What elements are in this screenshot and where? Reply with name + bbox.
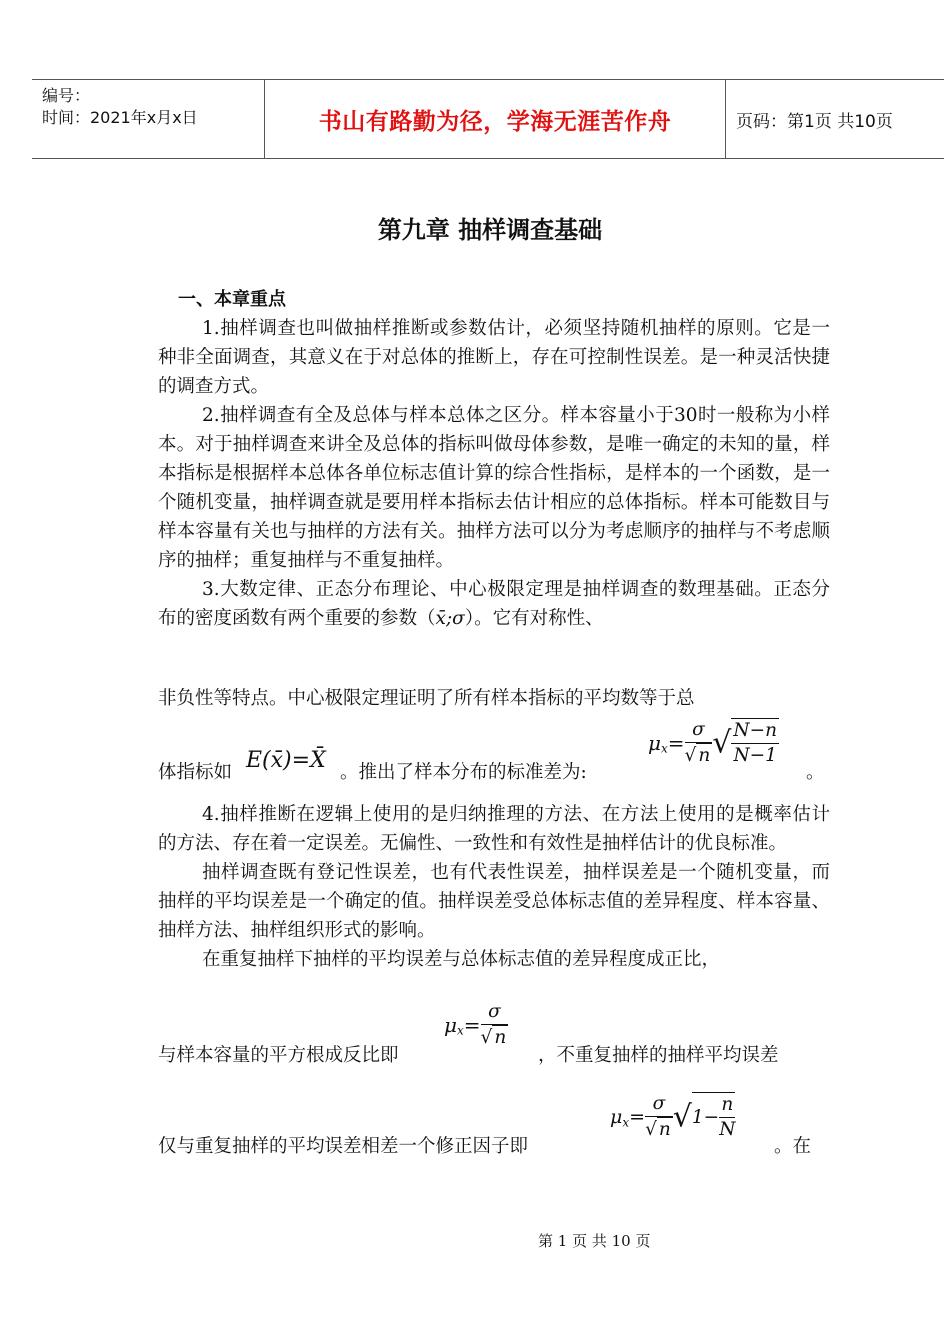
header-table bbox=[32, 79, 944, 159]
sigma-2: σ bbox=[481, 1000, 509, 1025]
header-left-cell bbox=[32, 80, 265, 158]
n-2: n bbox=[494, 1027, 507, 1048]
sigma-over-sqrt-n: $\frac{\sigma}{√ n}$ bbox=[684, 719, 711, 766]
paragraph-6: 在重复抽样下抽样的平均误差与总体标志值的差异程度成正比， bbox=[202, 949, 721, 970]
paragraph-3-line-2: 非负性等特点。中心极限定理证明了所有样本指标的平均数等于总 bbox=[158, 688, 695, 709]
number-label: 编号： bbox=[42, 86, 91, 105]
header-motto-cell bbox=[265, 80, 726, 158]
paragraph-4: 4.抽样推断在逻辑上使用的是归纳推理的方法、在方法上使用的是概率估计的方法、存在着一定误差。无偏性、一致性和有效性是抽样估计的优良标准。 bbox=[158, 804, 830, 854]
normal-params: x̄;σ bbox=[435, 608, 465, 629]
n-4: n bbox=[719, 1093, 735, 1118]
N-minus-n: N−n bbox=[731, 719, 779, 744]
document-body bbox=[158, 285, 830, 633]
motto-text: 书山有路勤为径，学海无涯苦作舟 bbox=[318, 108, 672, 135]
std-dev-text: 。推出了样本分布的标准差为: bbox=[340, 762, 587, 783]
paragraph-3 bbox=[158, 575, 830, 633]
mu-symbol-2: μ bbox=[444, 1013, 457, 1037]
paragraph-6-line-3 bbox=[158, 1090, 838, 1162]
section-heading: 一、本章重点 bbox=[178, 289, 286, 310]
correction-end: 。在 bbox=[774, 1136, 812, 1157]
expectation-formula: E(x̄)=X̄ bbox=[246, 748, 326, 773]
N: N bbox=[719, 1119, 736, 1140]
n: n bbox=[698, 745, 711, 766]
std-dev-end: 。 bbox=[806, 762, 825, 783]
header-page-cell bbox=[726, 80, 944, 158]
mu-subscript-2: x bbox=[457, 1023, 464, 1038]
std-dev-formula: $\mu_x=$ $\frac{\sigma}{√ n}$ √ $\frac{N-n}{N-1}$ bbox=[648, 719, 777, 766]
sigma-over-sqrt-n-2: $\frac{\sigma}{√ n}$ bbox=[480, 1001, 507, 1048]
non-repeat-formula: $\mu_x=$ $\frac{\sigma}{√ n}$ √1− $\frac{n}{N}$ bbox=[610, 1093, 736, 1140]
sigma-3: σ bbox=[645, 1092, 673, 1117]
mu-symbol: μ bbox=[648, 731, 661, 755]
page-info: 页码：第1页 共10页 bbox=[736, 111, 893, 132]
page-footer: 第 1 页 共 10 页 bbox=[538, 1232, 651, 1250]
paragraph-1: 1.抽样调查也叫做抽样推断或参数估计，必须坚持随机抽样的原则。它是一种非全面调查，其意义在于对总体的推断上，存在可控制性误差。是一种灵活快捷的调查方式。 bbox=[158, 318, 830, 397]
correction-text: 仅与重复抽样的平均误差相差一个修正因子即 bbox=[158, 1136, 529, 1157]
paragraph-3-line-3 bbox=[158, 718, 838, 784]
mu-symbol-3: μ bbox=[610, 1106, 623, 1128]
paragraph-3-text: 3.大数定律、正态分布理论、中心极限定理是抽样调查的数理基础。正态分布的密度函数有两个重要的参数（ bbox=[158, 579, 830, 629]
paragraph-6-line-2 bbox=[158, 998, 838, 1068]
mu-subscript: x bbox=[661, 741, 668, 756]
paragraph-2: 2.抽样调查有全及总体与样本总体之区分。样本容量小于30时一般称为小样本。对于抽样调查来讲全及总体的指标叫做母体参数，是唯一确定的未知的量，样本指标是根据样本总体各单位标志值计算的综合性指标，是样本的一个函数，是一个随机变量，抽样调查就是要用样本指标去估计相应的总体指标。样本可能数目与样本容量有关也与抽样的方法有关。抽样方法可以分为考虑顺序的抽样与不考虑顺序的抽样；重复抽样与不重复抽样。 bbox=[158, 405, 830, 571]
document-body-continued bbox=[158, 800, 830, 974]
N-minus-1: N−1 bbox=[733, 745, 777, 766]
n-over-N bbox=[719, 1093, 735, 1142]
repeated-sampling-formula: $\mu_x=$ $\frac{\sigma}{√ n}$ bbox=[444, 1001, 507, 1048]
paragraph-5: 抽样调查既有登记性误差，也有代表性误差，抽样误差是一个随机变量，而抽样的平均误差是一个确定的值。抽样误差受总体标志值的差异程度、样本容量、抽样方法、抽样组织形式的影响。 bbox=[158, 862, 830, 941]
inverse-prop-text: 与样本容量的平方根成反比即 bbox=[158, 1045, 399, 1066]
expectation-prefix: 体指标如 bbox=[158, 762, 233, 783]
paragraph-3-tail: ）。它有对称性、 bbox=[464, 608, 604, 629]
n-3: n bbox=[658, 1119, 671, 1140]
chapter-title: 第九章 抽样调查基础 bbox=[377, 216, 603, 244]
mu-subscript-3: x bbox=[622, 1115, 630, 1130]
time-label: 时间：2021年x月x日 bbox=[42, 108, 198, 127]
finite-correction bbox=[731, 718, 779, 768]
non-repeat-text: ，不重复抽样的抽样平均误差 bbox=[538, 1045, 779, 1066]
sigma: σ bbox=[685, 718, 713, 743]
sigma-over-sqrt-n-3: $\frac{\sigma}{√ n}$ bbox=[645, 1093, 671, 1140]
one-minus: 1− bbox=[691, 1107, 720, 1128]
